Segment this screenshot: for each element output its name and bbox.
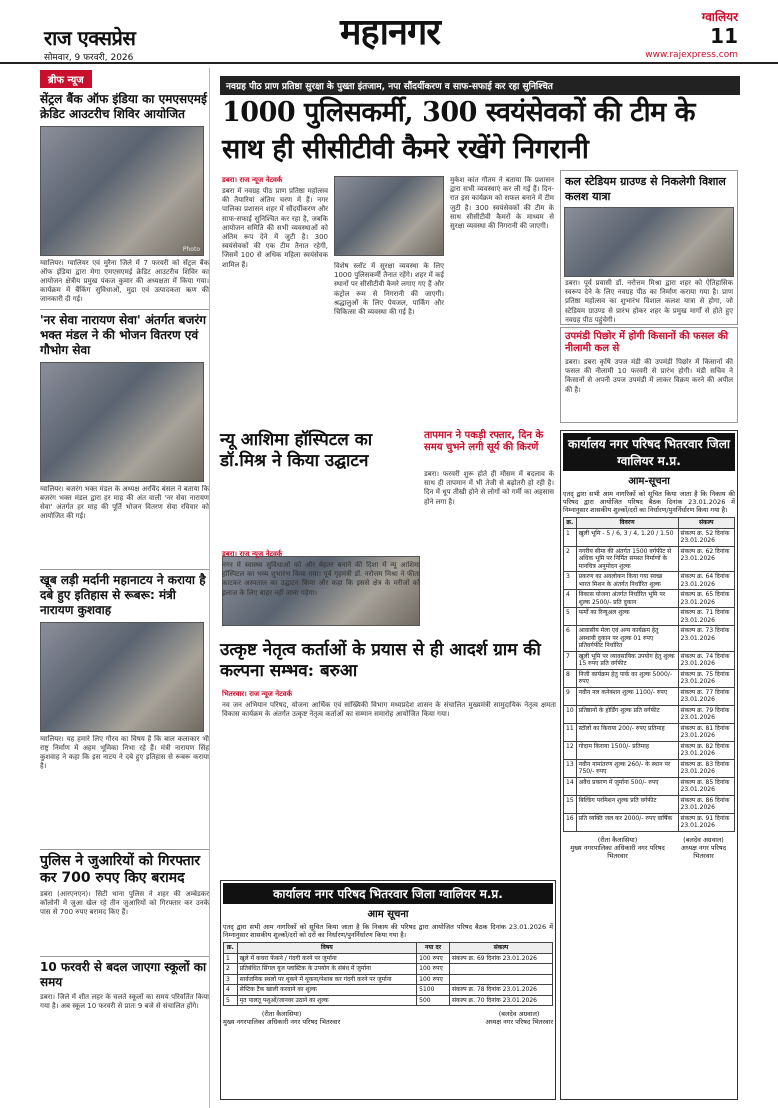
hospital-headline: न्यू आशिमा हॉस्पिटल का डॉ.मिश्र ने किया उद्घाटन bbox=[220, 430, 373, 471]
table-cell: खुले में कचरा फेंकने / गंदगी करने पर जुर्माना bbox=[237, 953, 417, 964]
paper-date: सोमवार, 9 फरवरी, 2026 bbox=[44, 53, 134, 63]
table-cell: आवासीय मेला एवं अन्य कार्यक्रम हेतु अस्थायी दुकान पर शुल्क 01 रुपए प्रतिवर्गफीट निर्धारित bbox=[576, 626, 678, 652]
masthead bbox=[0, 0, 778, 64]
table-cell: संकल्प क्र. 83 दिनांक 23.01.2026 bbox=[678, 759, 734, 777]
story-text: डबरा में नवग्रह पीठ प्राण प्रतिष्ठा महोत्सव की तैयारियां अंतिम चरण में हैं। नगर पालिका प्रशासन शहर में सौंदर्यीकरण और साफ-सफाई सुनिश्चित कर रहा है, जबकि आयोजन समिति की सभी व्यवस्थाओं को अंतिम रूप देने में जुटी है। 300 स्वयंसेवकों की एक टीम तैनात रहेगी, जिसमें 100 से अधिक महिला स्वयंसेवक शामिल हैं। bbox=[222, 187, 328, 269]
story-headline: सेंट्रल बैंक ऑफ इंडिया का एमएसएमई क्रेडिट आउटरीच शिविर आयोजित bbox=[40, 92, 207, 121]
table-header: विषय bbox=[237, 943, 417, 954]
table-cell: 2 bbox=[564, 546, 577, 572]
signatory: (बलदेव अग्रवाल) bbox=[498, 1010, 540, 1018]
hospital-body: नगर में स्वास्थ्य सुविधाओं को और बेहतर बनाने की दिशा में न्यू आशिमा हॉस्पिटल का भव्य शुभारंभ किया गया। पूर्व गृहमंत्री डॉ. नरोत्तम मिश्रा ने फीता काटकर अस्पताल का उद्घाटन किया और कहा कि इससे क्षेत्र के मरीजों को इलाज के लिए बाहर नहीं जाना पड़ेगा। bbox=[222, 561, 420, 597]
byline: डबरा। राज न्यूज नेटवर्क bbox=[222, 176, 283, 184]
weather-body: डबरा। फरवरी शुरू होते ही मौसम में बदलाव के साथ ही तापमान में भी तेजी से बढ़ोतरी हो रही है। दिन में धूप तीखी होने से लोगों को गर्मी का अहसास होने लगा है। bbox=[424, 470, 554, 506]
table-header: नया दर bbox=[417, 943, 450, 954]
table-cell: सेप्टिक टैंक खाली करवाने का शुल्क bbox=[237, 985, 417, 996]
main-story-col3 bbox=[450, 176, 554, 422]
table-row bbox=[564, 777, 735, 795]
story-photo bbox=[40, 126, 204, 256]
story-text: मुकेश कांत गौतम ने बताया कि प्रशासन द्वारा सभी व्यवस्थाएं कर ली गई हैं। दिन-रात इस कार्यक्रम को सफल बनाने में टीम जुटी है। 300 स्वयंसेवकों की टीम के साथ सीसीटीवी कैमरों के माध्यम से सुरक्षा व्यवस्था की निगरानी की जाएगी। bbox=[450, 176, 554, 231]
table-cell: 13 bbox=[564, 759, 577, 777]
table-header: संकल्प bbox=[449, 943, 552, 954]
notice-right bbox=[560, 430, 738, 1100]
table-cell: प्रति व्यक्ति जल कर 2000/- रुपए वार्षिक bbox=[576, 813, 678, 831]
kalash-photo bbox=[564, 207, 734, 277]
auction-story bbox=[560, 327, 738, 423]
brief-news-tab: ब्रीफ न्यूज bbox=[40, 70, 92, 88]
story-body: ग्वालियर। यह हमारे लिए गौरव का विषय है कि बाल कलाकार भी राष्ट्र निर्माण में अहम भूमिका निभा रहे हैं। मंत्री नारायण सिंह कुशवाह ने कहा कि इस नाटय ने दबे हुए इतिहास से रूबरू कराया है। bbox=[40, 735, 209, 770]
story-text: विशेष स्लॉट में सुरक्षा व्यवस्था के लिए 1000 पुलिसकर्मी तैनात रहेंगे। शहर में कई स्थानों पर सीसीटीवी कैमरे लगाए गए हैं और कंट्रोल रूम से निगरानी की जाएगी। श्रद्धालुओं के लिए पेयजल, पार्किंग और चिकित्सा की व्यवस्था की गई है। bbox=[334, 262, 444, 317]
left-column bbox=[40, 68, 210, 1108]
kalash-body: डबरा। पूर्व प्रवासी डॉ. नरोत्तम मिश्रा द्वारा शहर को ऐतिहासिक स्वरूप देने के लिए नवग्रह पीठ का निर्माण कराया गया है। प्राण प्रतिष्ठा महोत्सव का शुभारंभ विशाल कलश यात्रा से होगा, जो स्टेडियम ग्राउण्ड से प्रारंभ होकर शहर के प्रमुख मार्गों से होते हुए नवग्रह पीठ पहुंचेगी। bbox=[565, 279, 733, 324]
table-cell: खुली भूमि - 5 / 6, 3 / 4, 1.20 / 1.50 bbox=[576, 528, 678, 546]
table-cell: संकल्प क्र. 75 दिनांक 23.01.2026 bbox=[678, 669, 734, 687]
kalash-headline: कल स्टेडियम ग्राउण्ड से निकलेगी विशाल कलश यात्रा bbox=[565, 175, 726, 203]
table-header: क्र. bbox=[564, 518, 577, 529]
section-title: महानगर bbox=[340, 11, 440, 53]
notice-title: कार्यालय नगर परिषद भितरवार जिला ग्वालियर म.प्र. bbox=[223, 883, 553, 904]
kicker: नवग्रह पीठ प्राण प्रतिष्ठा सुरक्षा के पुख्ता इंतजाम, नपा सौंदर्यीकरण व साफ-सफाई कर रहा सुनिश्चित bbox=[220, 76, 740, 95]
table-cell: संकल्प क्र. 91 दिनांक 23.01.2026 bbox=[678, 813, 734, 831]
signatory-role: अध्यक्ष नगर परिषद भितरवार bbox=[680, 843, 727, 860]
table-cell: संकल्प क्र. 69 दिनांक 23.01.2026 bbox=[449, 953, 552, 964]
table-cell: 4 bbox=[564, 590, 577, 608]
table-row bbox=[224, 974, 553, 985]
table-cell: प्रकरण का अवलोकन किया गया स्वच्छ भारत मिशन के अंतर्गत निर्धारित शुल्क bbox=[576, 572, 678, 590]
story-headline: 10 फरवरी से बदल जाएगा स्कूलों का समय bbox=[40, 956, 209, 990]
table-row bbox=[564, 669, 735, 687]
table-cell: गोदाम किराया 1500/- प्रतिमाह bbox=[576, 741, 678, 759]
byline: डबरा। राज न्यूज नेटवर्क bbox=[222, 550, 283, 558]
table-cell: 9 bbox=[564, 687, 577, 705]
table-cell: 7 bbox=[564, 651, 577, 669]
site-url[interactable]: www.rajexpress.com bbox=[645, 50, 738, 60]
table-cell: 3 bbox=[224, 974, 238, 985]
table-cell bbox=[449, 964, 552, 975]
story-headline: 'नर सेवा नारायण सेवा' अंतर्गत बजरंग भक्त मंडल ने की भोजन वितरण एवं गौभोग सेवा bbox=[40, 309, 209, 358]
table-row bbox=[564, 759, 735, 777]
main-photo bbox=[334, 176, 444, 256]
table-cell: संकल्प क्र. 52 दिनांक 23.01.2026 bbox=[678, 528, 734, 546]
table-cell: 14 bbox=[564, 777, 577, 795]
notice-table bbox=[223, 942, 553, 1006]
table-cell bbox=[449, 974, 552, 985]
table-cell: 500 bbox=[417, 995, 450, 1006]
table-cell: 100 रुपए bbox=[417, 974, 450, 985]
main-headline: 1000 पुलिसकर्मी, 300 स्वयंसेवकों की टीम के साथ ही सीसीटीवी कैमरे रखेंगे निगरानी bbox=[222, 97, 695, 165]
table-cell: 100 रुपए bbox=[417, 953, 450, 964]
signatory-role: मुख्य नगरपालिका अधिकारी नगर परिषद भितरवार bbox=[570, 843, 665, 860]
table-cell: संकल्प क्र. 74 दिनांक 23.01.2026 bbox=[678, 651, 734, 669]
table-row bbox=[224, 964, 553, 975]
table-cell: नगरीय सीमा की अंतर्गत 1500 वर्गफीट से अधिक भूमि पर निर्मित समस्त निर्माणों के मानचित्र अनुमोदन शुल्क bbox=[576, 546, 678, 572]
table-row bbox=[564, 813, 735, 831]
story-headline: पुलिस ने जुआरियों को गिरफ्तार कर 700 रुपए किए बरामद bbox=[40, 849, 209, 887]
signatory-role: मुख्य नगरपालिका अधिकारी नगर परिषद भितरवार bbox=[223, 1018, 341, 1026]
table-cell: 10 bbox=[564, 705, 577, 723]
table-cell: 6 bbox=[564, 626, 577, 652]
notice-subtitle: आम सूचना bbox=[367, 909, 409, 920]
table-cell: 5 bbox=[564, 608, 577, 626]
table-cell: 4 bbox=[224, 985, 238, 996]
notice-subtitle: आम-सूचना bbox=[628, 476, 670, 487]
story-body: डबरा (आरएनएन)। सिटी थाना पुलिस ने शहर की अम्बेडकर कॉलोनी में जुआ खेल रहे तीन जुआरियों को गिरफ्तार कर उनके पास से 700 रुपए बरामद किए हैं। bbox=[40, 890, 209, 916]
table-cell: फर्मों का रिन्यूअल शुल्क bbox=[576, 608, 678, 626]
story-body: ग्वालियर। ग्वालियर एवं मुरैना जिले में 7 फरवरी को सेंट्रल बैंक ऑफ इंडिया द्वारा मेगा एमएसएमई क्रेडिट आउटरीच शिविर का आयोजन क्षेत्रीय प्रमुख पंकज कुमार की अध्यक्षता में किया गया। कार्यक्रम में बैंकिंग सुविधाओं, मुद्रा एवं उत्पादकता ऋण की जानकारी दी गई। bbox=[40, 259, 209, 303]
table-cell: 16 bbox=[564, 813, 577, 831]
table-cell: विकास योजना अंतर्गत निर्धारित भूमि पर शुल्क 2500/- प्रति दुकान bbox=[576, 590, 678, 608]
table-cell: खुली भूमि पर व्यावसायिक उपयोग हेतु शुल्क 15 रुपए प्रति वर्गफीट bbox=[576, 651, 678, 669]
table-cell: संकल्प क्र. 73 दिनांक 23.01.2026 bbox=[678, 626, 734, 652]
notice-title: कार्यालय नगर परिषद भितरवार जिला ग्वालियर म.प्र. bbox=[563, 433, 735, 471]
story-headline: खूब लड़ी मर्दानी महानाटय ने कराया है दबे हुए इतिहास से रूबरू: मंत्री नारायण कुशवाह bbox=[40, 569, 209, 618]
story-photo bbox=[40, 362, 204, 482]
table-cell: संकल्प क्र. 86 दिनांक 23.01.2026 bbox=[678, 795, 734, 813]
table-cell: संकल्प क्र. 82 दिनांक 23.01.2026 bbox=[678, 741, 734, 759]
table-row bbox=[564, 546, 735, 572]
weather-headline: तापमान ने पकड़ी रफ्तार, दिन के समय चुभने लगी सूर्य की किरणें bbox=[424, 430, 544, 453]
table-cell: बिल्डिंग परमिशन शुल्क प्रति वर्गफीट bbox=[576, 795, 678, 813]
table-row bbox=[564, 687, 735, 705]
main-story-col2 bbox=[334, 262, 444, 422]
table-cell: 100 रुपए bbox=[417, 964, 450, 975]
table-cell: सार्वजनिक स्थलों पर थूकने में थूकना/पेशाब कर गंदगी करने पर जुर्माना bbox=[237, 974, 417, 985]
table-row bbox=[564, 528, 735, 546]
table-row bbox=[224, 953, 553, 964]
table-cell: 1 bbox=[564, 528, 577, 546]
table-cell: 2 bbox=[224, 964, 238, 975]
table-row bbox=[564, 723, 735, 741]
table-cell: नवीन नामांतरण शुल्क 260/- के स्थान पर 750/- रुपए bbox=[576, 759, 678, 777]
byline: भितरवार। राज न्यूज नेटवर्क bbox=[222, 690, 292, 698]
story-body: ग्वालियर। बजरंग भक्त मंडल के अध्यक्ष अरविंद बंसल ने बताया कि बजरंग भक्त मंडल द्वारा हर माह की अंत वाली 'नर सेवा नारायण सेवा' अंतर्गत हर माह की पूर्ति भोजन वितरण सेवा रविवार को आयोजित की गई। bbox=[40, 485, 209, 520]
notice-intro: एतद् द्वारा सभी आम नागरिकों को सूचित किया जाता है कि निकाय की परिषद द्वारा आयोजित परिषद बैठक दिनांक 23.01.2026 में निम्नानुसार शासकीय शुल्कों/दरों का निर्धारण/पुनर्निर्धारण किया गया है। bbox=[563, 490, 735, 514]
table-cell: संकल्प क्र. 78 दिनांक 23.01.2026 bbox=[449, 985, 552, 996]
city-label: ग्वालियर bbox=[701, 10, 738, 24]
notice-table bbox=[563, 517, 735, 832]
signatures bbox=[563, 836, 735, 860]
table-row bbox=[224, 985, 553, 996]
table-row bbox=[564, 608, 735, 626]
table-cell: 8 bbox=[564, 669, 577, 687]
story3-headline: उत्कृष्ट नेतृत्व कर्ताओं के प्रयास से ही आदर्श ग्राम की कल्पना सम्भव: बरुआ bbox=[220, 640, 541, 681]
table-cell: 1 bbox=[224, 953, 238, 964]
table-cell: संकल्प क्र. 65 दिनांक 23.01.2026 bbox=[678, 590, 734, 608]
main-story-col1 bbox=[222, 176, 328, 417]
table-cell: संकल्प क्र. 62 दिनांक 23.01.2026 bbox=[678, 546, 734, 572]
table-cell: प्रतिष्ठानों के होर्डिंग शुल्क प्रति वर्गफीट bbox=[576, 705, 678, 723]
table-header: विवरण bbox=[576, 518, 678, 529]
table-header: क्र. bbox=[224, 943, 238, 954]
signatory: (रीता कैलासिया) bbox=[261, 1010, 302, 1018]
table-row bbox=[564, 590, 735, 608]
table-cell: स्टॉलों का किराया 200/- रुपए प्रतिमाह bbox=[576, 723, 678, 741]
table-row bbox=[564, 626, 735, 652]
kalash-story bbox=[560, 170, 738, 325]
paper-name: राज एक्सप्रेस bbox=[44, 26, 136, 50]
table-row bbox=[564, 795, 735, 813]
table-cell: संकल्प क्र. 85 दिनांक 23.01.2026 bbox=[678, 777, 734, 795]
story-body: डबरा। जिले में शीत लहर के चलते स्कूलों का समय परिवर्तित किया गया है। अब स्कूल 10 फरवरी से प्रातः 9 बजे से संचालित होंगे। bbox=[40, 993, 209, 1010]
table-cell: संकल्प क्र. 64 दिनांक 23.01.2026 bbox=[678, 572, 734, 590]
signatory: (रीता कैलासिया) bbox=[597, 835, 638, 844]
table-cell: निजी कार्यक्रम हेतु पार्क का शुल्क 5000/- रुपए bbox=[576, 669, 678, 687]
signatures bbox=[223, 1010, 553, 1026]
table-row bbox=[564, 741, 735, 759]
story3-body: नव जन अभियान परिषद, योजना आर्थिक एवं सांख्यिकी विभाग मध्यप्रदेश शासन के संचालित मुख्यमंत्री सामुदायिक नेतृत्व क्षमता विकास कार्यक्रम के अंतर्गत उत्कृष्ट नेतृत्व कर्ताओं का सम्मान समारोह आयोजित किया गया। bbox=[222, 701, 556, 719]
table-cell: अवैध प्रकरण में जुर्माना 500/- रुपए bbox=[576, 777, 678, 795]
signatory-role: अध्यक्ष नगर परिषद भितरवार bbox=[485, 1018, 553, 1026]
table-cell: प्रतिबंधित सिंगल यूज प्लास्टिक के उपयोग के संबंध में जुर्माना bbox=[237, 964, 417, 975]
table-cell: संकल्प क्र. 71 दिनांक 23.01.2026 bbox=[678, 608, 734, 626]
table-cell: मृत पालतू पशुओं/जानवर उठाने का शुल्क bbox=[237, 995, 417, 1006]
table-cell: संकल्प क्र. 81 दिनांक 23.01.2026 bbox=[678, 723, 734, 741]
notice-intro: एतद् द्वारा सभी आम नागरिकों को सूचित किया जाता है कि निकाय की परिषद द्वारा आयोजित परिषद बैठक दिनांक 23.01.2026 में निम्नानुसार शासकीय शुल्कों/दरों को दरों का निर्धारण/पुनर्निर्धारण किया गया है। bbox=[223, 923, 553, 939]
table-cell: नवीन नल कनेक्शन शुल्क 1100/- रुपए bbox=[576, 687, 678, 705]
table-cell: संकल्प क्र. 77 दिनांक 23.01.2026 bbox=[678, 687, 734, 705]
table-cell: 11 bbox=[564, 723, 577, 741]
table-cell: संकल्प क्र. 70 दिनांक 23.01.2026 bbox=[449, 995, 552, 1006]
table-header: संकल्प bbox=[678, 518, 734, 529]
table-row bbox=[564, 651, 735, 669]
table-cell: 12 bbox=[564, 741, 577, 759]
table-cell: 5100 bbox=[417, 985, 450, 996]
table-row bbox=[224, 995, 553, 1006]
signatory: (बलदेव अग्रवाल) bbox=[683, 835, 724, 844]
story3 bbox=[222, 690, 556, 871]
table-cell: 5 bbox=[224, 995, 238, 1006]
story-photo bbox=[40, 622, 204, 732]
notice-bottom bbox=[220, 880, 556, 1100]
auction-headline: उपमंडी पिछोर में होगी किसानों की फसल की नीलामी कल से bbox=[565, 331, 729, 354]
table-row bbox=[564, 705, 735, 723]
table-row bbox=[564, 572, 735, 590]
hospital-story bbox=[222, 550, 420, 635]
photo-label: Photo bbox=[182, 246, 200, 253]
auction-body: डबरा। डबरा कृषि उपज मंडी की उपमंडी पिछोर में किसानों की फसल की नीलामी 10 फरवरी से प्रारंभ होगी। मंडी सचिव ने किसानों से अपनी उपज उपमंडी में लाकर विक्रय करने की अपील की है। bbox=[565, 358, 733, 394]
table-cell: 15 bbox=[564, 795, 577, 813]
page-number: 11 bbox=[710, 24, 738, 48]
table-cell: संकल्प क्र. 79 दिनांक 23.01.2026 bbox=[678, 705, 734, 723]
table-cell: 3 bbox=[564, 572, 577, 590]
weather-story bbox=[424, 470, 554, 630]
